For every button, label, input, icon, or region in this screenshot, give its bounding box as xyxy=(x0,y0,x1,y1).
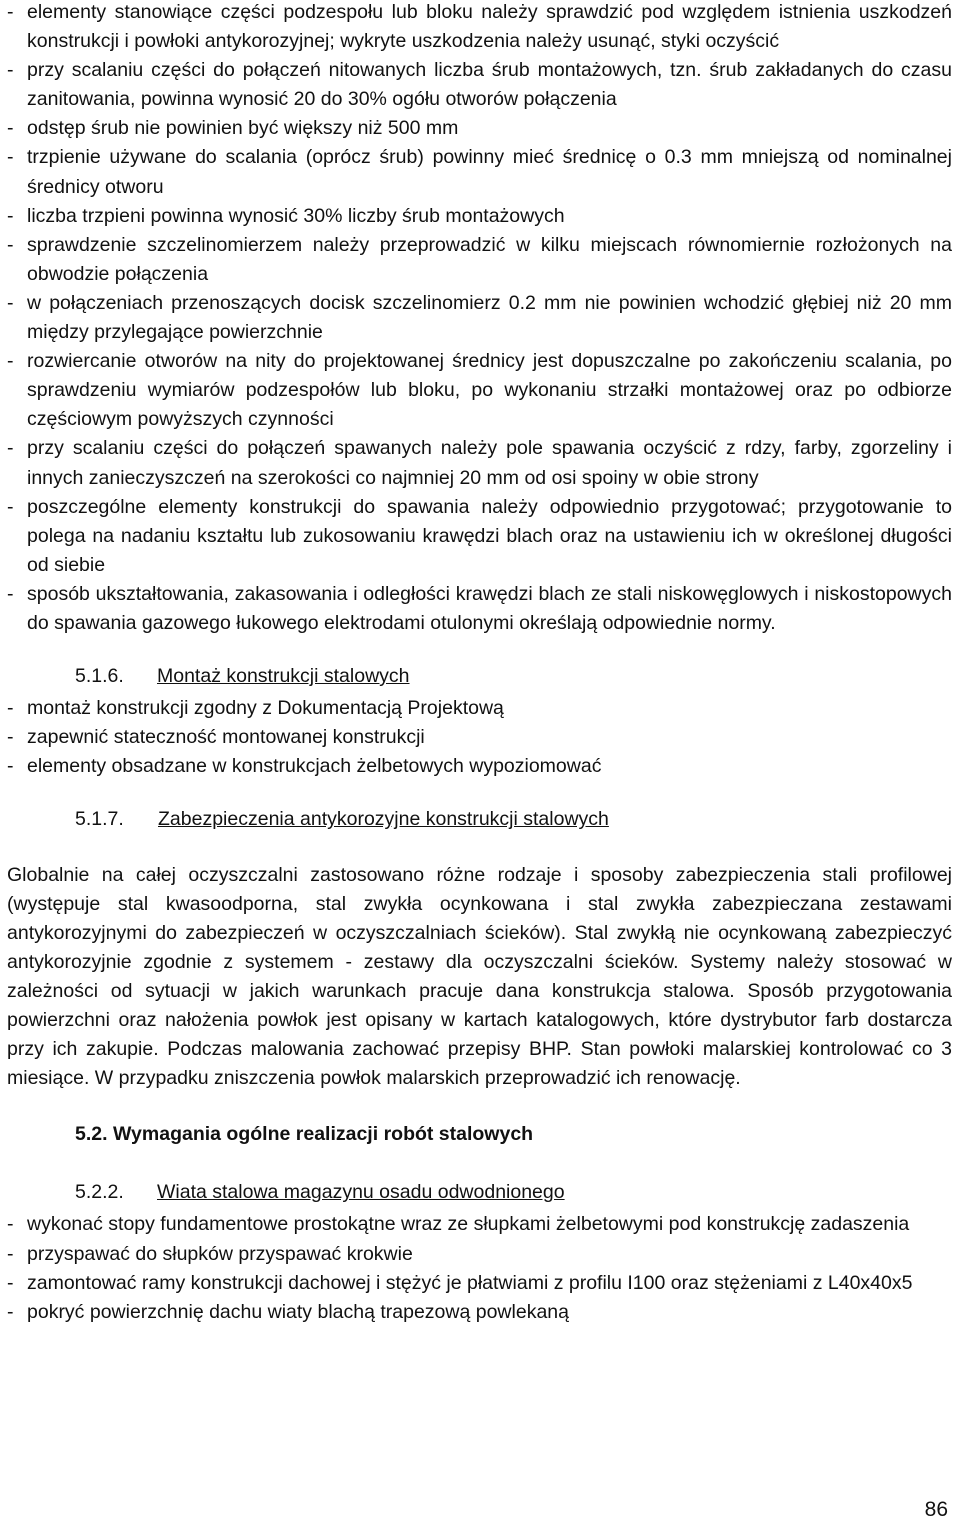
list-dash: - xyxy=(7,59,14,82)
list-item: - sprawdzenie szczelinomierzem należy przeprowadzić w kilku miejscach równomiernie rozłożonych na obwodzie połączenia xyxy=(7,231,952,289)
bullet-list-top xyxy=(7,0,952,638)
list-dash: - xyxy=(7,146,14,169)
list-item: - montaż konstrukcji zgodny z Dokumentacją Projektową xyxy=(7,694,952,723)
list-dash: - xyxy=(7,291,14,314)
list-dash: - xyxy=(7,495,14,518)
page-number: 86 xyxy=(924,1498,948,1521)
paragraph-corrosion-protection: Globalnie na całej oczyszczalni zastosowano różne rodzaje i sposoby zabezpieczenia stali profilowej (występuje stal kwasoodporna, stal zwykła ocynkowana i stal zwykła zabezpieczana zestawami antykorozyjnymi do zabezpieczeń w oczyszczalniach ścieków). Stal zwykłą nie ocynkowaną zabezpieczyć antykorozyjnie zgodnie z systemem - zestawy dla oczyszczalni ścieków. Systemy należy stosować w zależności od sytuacji w jakich warunkach pracuje dana konstrukcja stalowa. Sposób przygotowania powierzchni oraz nałożenia powłok jest opisany w kartach katalogowych, które dystrybutor farb dostarcza przy ich zakupie. Podczas malowania zachować przepisy BHP. Stan powłoki malarskiej kontrolować co 3 miesiące. W przypadku zniszczenia powłok malarskich przeprowadzić ich renowację. xyxy=(7,863,952,1090)
list-item: - poszczególne elementy konstrukcji do spawania należy odpowiednio przygotować; przygotowanie to polega na nadaniu kształtu lub zukosowaniu krawędzi blach oraz na ustawieniu ich w określonej długości od siebie xyxy=(7,493,952,580)
list-dash: - xyxy=(7,233,14,256)
list-dash: - xyxy=(7,1242,14,1265)
list-dash: - xyxy=(7,1213,14,1236)
section-number: 5.2.2. xyxy=(75,1181,124,1204)
section-number: 5.1.6. xyxy=(75,665,124,688)
section-heading-5-1-7 xyxy=(7,805,952,834)
section-heading-5-2-2 xyxy=(7,1178,952,1207)
list-item: - rozwiercanie otworów na nity do projektowanej średnicy jest dopuszczalne po zakończeniu scalania, po sprawdzeniu wymiarów podzespołów lub bloku, po wykonaniu strzałki montażowej oraz po odbiorze częściowym powyższych czynności xyxy=(7,347,952,434)
list-item: - trzpienie używane do scalania (oprócz śrub) powinny mieć średnicę o 0.3 mm mniejszą od nominalnej średnicy otworu xyxy=(7,143,952,201)
list-item: - przy scalaniu części do połączeń spawanych należy pole spawania oczyścić z rdzy, farby, zgorzeliny i innych zanieczyszczeń na szerokości co najmniej 20 mm od osi spoiny w obie strony xyxy=(7,434,952,492)
list-dash: - xyxy=(7,755,14,778)
list-dash: - xyxy=(7,726,14,749)
list-item: - zapewnić stateczność montowanej konstrukcji xyxy=(7,723,952,752)
list-item: - odstęp śrub nie powinien być większy niż 500 mm xyxy=(7,114,952,143)
list-dash: - xyxy=(7,117,14,140)
section-heading-5-1-6 xyxy=(7,662,952,691)
list-item: - sposób ukształtowania, zakasowania i odległości krawędzi blach ze stali niskowęglowych i niskostopowych do spawania gazowego łukowego elektrodami otulonymi określają odpowiednie normy. xyxy=(7,580,952,638)
section-number: 5.1.7. xyxy=(75,808,124,831)
section-title: Montaż konstrukcji stalowych xyxy=(157,665,410,688)
list-dash: - xyxy=(7,437,14,460)
list-dash: - xyxy=(7,204,14,227)
list-dash: - xyxy=(7,350,14,373)
list-item: - elementy stanowiące części podzespołu lub bloku należy sprawdzić pod względem istnienia uszkodzeń konstrukcji i powłoki antykorozyjnej; wykryte uszkodzenia należy usunąć, styki oczyścić xyxy=(7,0,952,56)
list-dash: - xyxy=(7,1,14,23)
section-heading-5-2 xyxy=(7,1120,952,1149)
section-title: Wiata stalowa magazynu osadu odwodnionego xyxy=(157,1181,565,1204)
list-dash: - xyxy=(7,1300,14,1323)
section-number: 5.2. xyxy=(75,1123,108,1146)
list-item: - liczba trzpieni powinna wynosić 30% liczby śrub montażowych xyxy=(7,202,952,231)
list-dash: - xyxy=(7,582,14,605)
list-item: - zamontować ramy konstrukcji dachowej i stężyć je płatwiami z profilu I100 oraz stężeniami z L40x40x5 xyxy=(7,1269,952,1298)
list-item: - przyspawać do słupków przyspawać krokwie xyxy=(7,1240,952,1269)
bullet-list-5-2-2 xyxy=(7,1210,952,1326)
list-dash: - xyxy=(7,1271,14,1294)
list-item: - pokryć powierzchnię dachu wiaty blachą trapezową powlekaną xyxy=(7,1298,952,1327)
list-dash: - xyxy=(7,697,14,720)
list-item: - wykonać stopy fundamentowe prostokątne wraz ze słupkami żelbetowymi pod konstrukcję zadaszenia xyxy=(7,1210,952,1239)
list-item: - w połączeniach przenoszących docisk szczelinomierz 0.2 mm nie powinien wchodzić głębiej niż 20 mm między przylegające powierzchnie xyxy=(7,289,952,347)
bullet-list-5-1-6 xyxy=(7,694,952,781)
list-item: - elementy obsadzane w konstrukcjach żelbetowych wypoziomować xyxy=(7,752,952,781)
section-title: Wymagania ogólne realizacji robót stalowych xyxy=(113,1123,534,1146)
list-item: - przy scalaniu części do połączeń nitowanych liczba śrub montażowych, tzn. śrub zakładanych do czasu zanitowania, powinna wynosić 20 do 30% ogółu otworów połączenia xyxy=(7,56,952,114)
section-title: Zabezpieczenia antykorozyjne konstrukcji stalowych xyxy=(158,808,609,831)
